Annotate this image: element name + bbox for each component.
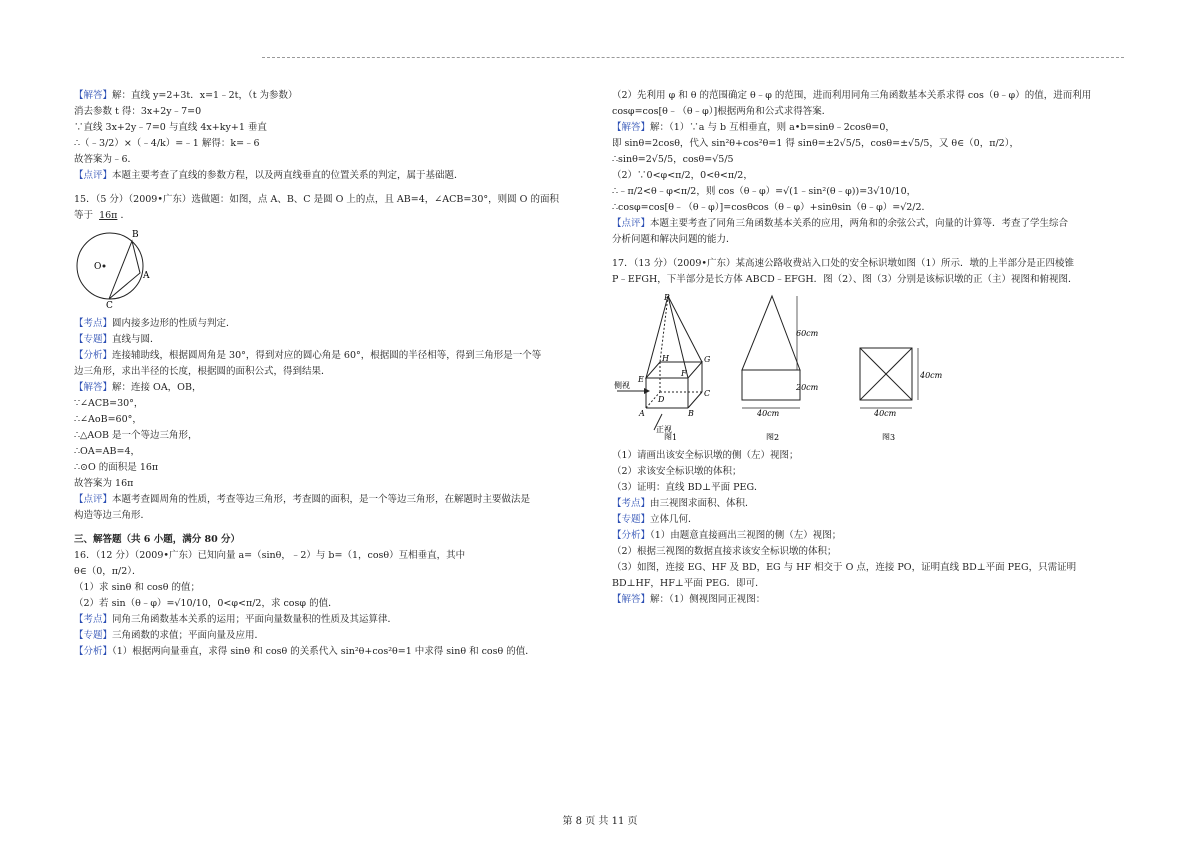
- svg-text:C: C: [704, 389, 711, 398]
- section-heading: 三、解答题（共 6 小题，满分 80 分）: [74, 534, 241, 545]
- svg-text:图2: 图2: [766, 433, 780, 440]
- svg-text:B: B: [688, 409, 694, 418]
- label-a: A: [143, 271, 150, 281]
- label-c: C: [106, 301, 113, 308]
- text-line: ∴（﹣3/2）×（﹣4/k）=﹣1 解得：k=﹣6: [74, 138, 260, 149]
- three-view-figure: [612, 290, 972, 440]
- comment-14-line: 【点评】本题主要考查了直线的参数方程，以及两直线垂直的位置关系的判定，属于基础题．: [74, 170, 464, 181]
- text-line: ∵直线 3x+2y﹣7=0 与直线 4x+ky+1 垂直: [74, 122, 267, 133]
- svg-text:20cm: 20cm: [796, 383, 819, 392]
- circle-figure: [74, 226, 164, 308]
- svg-text:60cm: 60cm: [796, 329, 819, 338]
- svg-text:G: G: [704, 355, 711, 364]
- svg-text:A: A: [639, 409, 645, 418]
- svg-text:40cm: 40cm: [920, 371, 943, 380]
- svg-text:D: D: [658, 395, 665, 404]
- svg-text:图1: 图1: [664, 433, 678, 440]
- question-15: 15．（5 分）（2009•广东）选做题：如图，点 A、B、C 是圆 O 上的点，且 AB=4，∠ACB=30°，则圆 O 的面积: [74, 194, 559, 205]
- svg-text:图3: 图3: [882, 433, 896, 440]
- svg-text:正视: 正视: [656, 425, 672, 434]
- question-15-answer-line: 等于 16π ．: [74, 210, 130, 221]
- label-o: O: [94, 262, 102, 272]
- label-b: B: [132, 230, 139, 240]
- label-jieda: 【解答】: [74, 90, 113, 101]
- center-point: [103, 265, 106, 268]
- text-line: 故答案为﹣6．: [74, 154, 138, 165]
- svg-text:40cm: 40cm: [757, 409, 780, 418]
- circle-o: [77, 233, 143, 299]
- svg-text:P: P: [664, 293, 670, 302]
- answer-14-line: 【解答】解：直线 y=2+3t．x=1﹣2t，（t 为参数）: [74, 90, 298, 101]
- triangle-abc: [109, 241, 140, 299]
- answer-blank: 16π: [99, 210, 118, 221]
- svg-text:F: F: [681, 369, 687, 378]
- svg-text:侧视: 侧视: [614, 381, 630, 390]
- figure-1-solid: [614, 293, 711, 440]
- header-rule: [262, 57, 1124, 58]
- right-column: （2）先利用 φ 和 θ 的范围确定 θ﹣φ 的范围，进而利用同角三角函数基本关系求得 cos（θ﹣φ）的值，进而利用 cosφ=cos[θ﹣（θ﹣φ）]根据两角和公式求得答案． 【解答】解：（1）∵a 与 b 互相垂直，则 a•b=sinθ﹣2cosθ=0， 即 sinθ=2cosθ，代入 sin²θ+cos²θ=1 得 sinθ=±2√5/5，cosθ=±√5/5，又 θ∈（0，π/2）， ∴sinθ=2√5/5，cosθ=√5/5 （2）∵0<φ<π/2，0<θ<π/2， ∴﹣π/2<θ﹣φ<π/2，则 cos（θ﹣φ）=√(1﹣sin²(θ﹣φ))=3√10/10， ∴cosφ=cos[θ﹣（θ﹣φ）]=cosθcos（θ﹣φ）+sinθsin（θ﹣φ）=√2/2． 【点评】本题主要考查了同角三角函数基本关系的应用，两角和的余弦公式，向量的计算等．考查了学生综合 分析问题和解决问题的能力． 17．（13 分）（2009•广东）某高速公路收费站入口处的安全标识墩如图（1）所示．墩的上半部分是正四棱锥 P﹣EFGH，下半部分是长方体 ABCD﹣EFGH．图（2）、图（3）分别是该标识墩的正（主）视图和俯视图． P H G E F D C A B 侧视 正视 图1 60cm 20cm 40cm 图2 40cm 40cm 图3 （1）请画出该安全标识墩的侧（左）视图； （2）求该安全标识墩的体积； （3）证明：直线 BD⊥平面 PEG． 【考点】由三视图求面积、体积． 【专题】立体几何． 【分析】（1）由题意直接画出三视图的侧（左）视图； （2）根据三视图的数据直接求该安全标识墩的体积； （3）如图，连接 EG、HF 及 BD，EG 与 HF 相交于 O 点，连接 PO，证明直线 BD⊥平面 PEG，只需证明 BD⊥HF，HF⊥平面 PEG．即可． 【解答】解：（1）侧视图同正视图：: [612, 88, 1127, 608]
- question-16: 16．（12 分）（2009•广东）已知向量 a=（sinθ，﹣2）与 b=（1，cosθ）互相垂直，其中: [74, 550, 466, 561]
- text-line: 消去参数 t 得：3x+2y﹣7=0: [74, 106, 202, 117]
- svg-text:40cm: 40cm: [874, 409, 897, 418]
- figure-3-top-view: [860, 348, 943, 440]
- figure-2-front-view: [742, 296, 819, 440]
- svg-text:E: E: [638, 375, 644, 384]
- svg-text:H: H: [662, 354, 669, 363]
- left-column: 【解答】解：直线 y=2+3t．x=1﹣2t，（t 为参数） 消去参数 t 得：3x+2y﹣7=0 ∵直线 3x+2y﹣7=0 与直线 4x+ky+1 垂直 ∴（﹣3/2）×（﹣4/k）=﹣1 解得：k=﹣6 故答案为﹣6． 【点评】本题主要考查了直线的参数方程，以及两直线垂直的位置关系的判定，属于基础题． 15．（5 分）（2009•广东）选做题：如图，点 A、B、C 是圆 O 上的点，且 AB=4，∠ACB=30°，则圆 O 的面积 等于 16π ． B A C O 【考点】圆内接多边形的性质与判定． 【专题】直线与圆． 【分析】连接辅助线，根据圆周角是 30°，得到对应的圆心角是 60°，根据圆的半径相等，得到三角形是一个等 边三角形，求出半径的长度，根据圆的面积公式，得到结果． 【解答】解：连接 OA，OB， ∵∠ACB=30°， ∴∠AoB=60°， ∴△AOB 是一个等边三角形， ∴OA=AB=4， ∴⊙O 的面积是 16π 故答案为 16π 【点评】本题考查圆周角的性质，考查等边三角形，考查圆的面积，是一个等边三角形，在解题时主要做法是 构造等边三角形． 三、解答题（共 6 小题，满分 80 分） 16．（12 分）（2009•广东）已知向量 a=（sinθ，﹣2）与 b=（1，cosθ）互相垂直，其中 θ∈（0，π/2）． （1）求 sinθ 和 cosθ 的值； （2）若 sin（θ﹣φ）=√10/10，0<φ<π/2，求 cosφ 的值． 【考点】同角三角函数基本关系的运用；平面向量数量积的性质及其运算律． 【专题】三角函数的求值；平面向量及应用． 【分析】（1）根据两向量垂直，求得 sinθ 和 cosθ 的关系代入 sin²θ+cos²θ=1 中求得 sinθ 和 cosθ 的值．: [74, 88, 564, 660]
- page-footer: 第 8 页 共 11 页: [562, 816, 638, 827]
- question-17: 17．（13 分）（2009•广东）某高速公路收费站入口处的安全标识墩如图（1）所示．墩的上半部分是正四棱锥: [612, 258, 1075, 269]
